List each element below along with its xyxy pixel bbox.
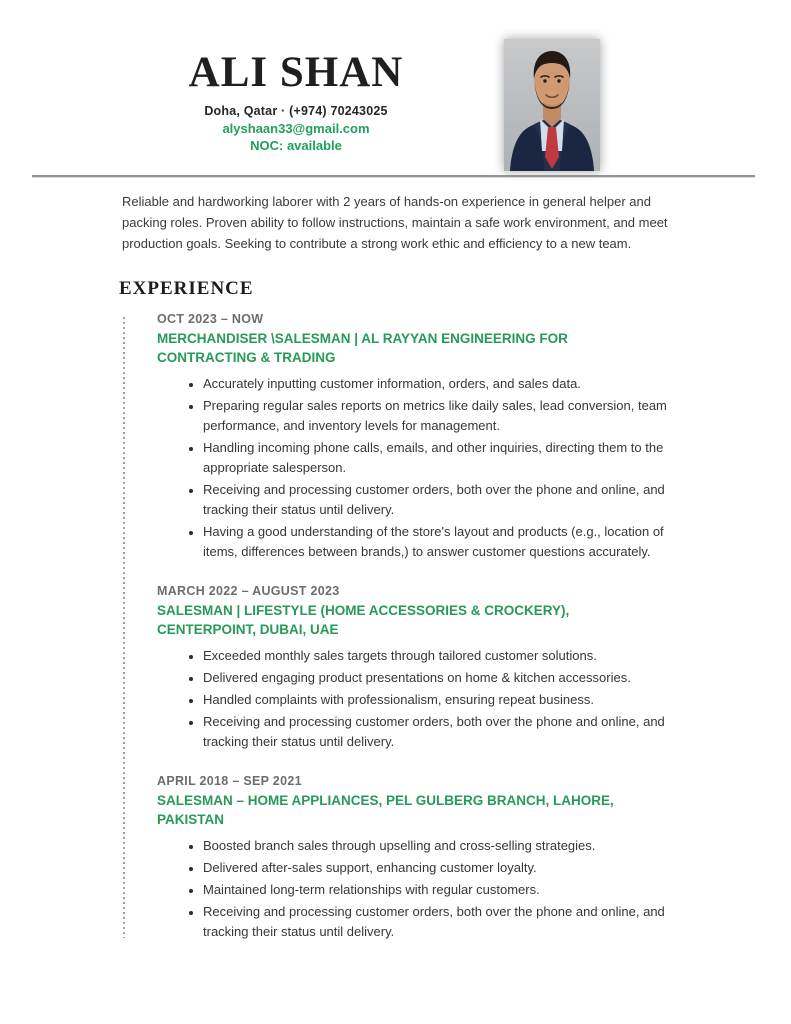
- experience-entry: [157, 312, 669, 562]
- job-date: MARCH 2022 – AUGUST 2023: [157, 584, 340, 598]
- bullet-item: • Maintained long-term relationships with regular customers.: [203, 880, 669, 900]
- bullet-item: • Having a good understanding of the store's layout and products (e.g., location of items, differences between brands,) to answer customer questions accurately.: [203, 522, 669, 562]
- bullet-item: • Receiving and processing customer orders, both over the phone and online, and tracking their status until delivery.: [203, 712, 669, 752]
- bullet-item: • Handling incoming phone calls, emails, and other inquiries, directing them to the appropriate salesperson.: [203, 438, 669, 478]
- job-title: MERCHANDISER \SALESMAN | AL RAYYAN ENGINEERING FOR CONTRACTING & TRADING: [157, 331, 568, 365]
- bullet-item: • Boosted branch sales through upselling and cross-selling strategies.: [203, 836, 669, 856]
- job-bullets: [157, 646, 669, 752]
- bullet-item: • Accurately inputting customer information, orders, and sales data.: [203, 374, 669, 394]
- person-name: ALI SHAN: [188, 49, 404, 96]
- experience-heading: EXPERIENCE: [119, 278, 254, 299]
- contact-line: Doha, Qatar · (+974) 70243025: [204, 104, 388, 119]
- header-divider: [32, 175, 755, 177]
- job-date: APRIL 2018 – SEP 2021: [157, 774, 302, 788]
- profile-photo: [504, 39, 600, 171]
- experience-entry: [157, 774, 669, 942]
- experience-entries: [157, 312, 671, 942]
- main-content: [119, 191, 678, 944]
- bullet-item: • Delivered engaging product presentations on home & kitchen accessories.: [203, 668, 669, 688]
- header: [110, 50, 482, 153]
- job-bullets: [157, 374, 669, 562]
- bullet-item: • Receiving and processing customer orders, both over the phone and online, and tracking their status until delivery.: [203, 902, 669, 942]
- job-date: OCT 2023 – NOW: [157, 312, 264, 326]
- noc-status: NOC: available: [250, 138, 342, 154]
- job-bullets: [157, 836, 669, 942]
- bullet-item: • Receiving and processing customer orders, both over the phone and online, and tracking their status until delivery.: [203, 480, 669, 520]
- job-title: SALESMAN – HOME APPLIANCES, PEL GULBERG BRANCH, LAHORE, PAKISTAN: [157, 793, 614, 827]
- email-link[interactable]: alyshaan33@gmail.com: [222, 121, 370, 137]
- bullet-item: • Handled complaints with professionalism, ensuring repeat business.: [203, 690, 669, 710]
- job-title: SALESMAN | LIFESTYLE (HOME ACCESSORIES & CROCKERY), CENTERPOINT, DUBAI, UAE: [157, 603, 570, 637]
- profile-photo-illustration: [504, 39, 600, 171]
- experience-entry: [157, 584, 669, 752]
- bullet-item: • Delivered after-sales support, enhancing customer loyalty.: [203, 858, 669, 878]
- bullet-item: • Preparing regular sales reports on metrics like daily sales, lead conversion, team performance, and inventory levels for management.: [203, 396, 669, 436]
- bullet-item: • Exceeded monthly sales targets through tailored customer solutions.: [203, 646, 669, 666]
- summary-paragraph: Reliable and hardworking laborer with 2 years of hands-on experience in general helper and packing roles. Proven ability to follow instructions, maintain a safe work environment, and meet production goals. Seeking to contribute a strong work ethic and efficiency to a new team.: [122, 194, 668, 251]
- experience-timeline: [123, 312, 671, 942]
